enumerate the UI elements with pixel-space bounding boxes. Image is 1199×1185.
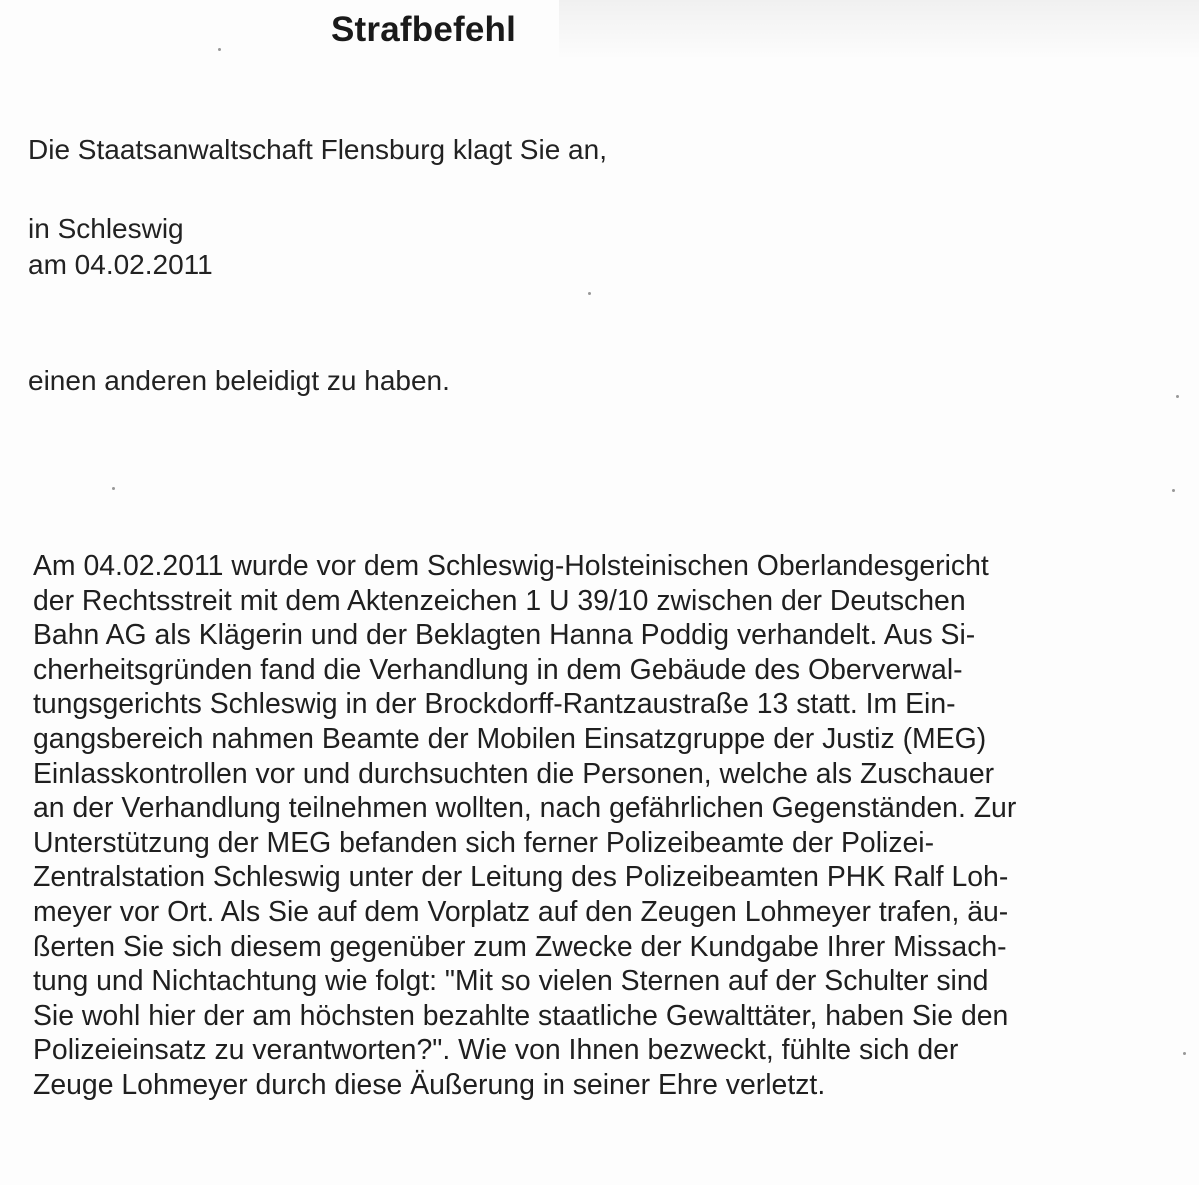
body-line: an der Verhandlung teilnehmen wollten, nach gefährlichen Gegenständen. Zur	[33, 792, 1017, 825]
scan-shadow	[559, 0, 1199, 60]
body-line: tungsgerichts Schleswig in der Brockdorff-Rantzaustraße 13 statt. Im Ein-	[33, 688, 956, 721]
body-line: Zentralstation Schleswig unter der Leitung des Polizeibeamten PHK Ralf Loh-	[33, 861, 1009, 894]
body-line: Bahn AG als Klägerin und der Beklagten Hanna Poddig verhandelt. Aus Si-	[33, 619, 976, 652]
charge-line: einen anderen beleidigt zu haben.	[28, 365, 450, 396]
date-line: am 04.02.2011	[28, 249, 213, 280]
body-line: cherheitsgründen fand die Verhandlung in dem Gebäude des Oberverwal-	[33, 653, 963, 686]
body-line: Sie wohl hier der am höchsten bezahlte staatliche Gewalttäter, haben Sie den	[33, 999, 1009, 1032]
body-line: tung und Nichtachtung wie folgt: "Mit so vielen Sternen auf der Schulter sind	[33, 965, 989, 998]
charge-description	[33, 549, 1183, 1103]
body-line: Am 04.02.2011 wurde vor dem Schleswig-Holsteinischen Oberlandesgericht	[33, 550, 989, 582]
scan-speck	[112, 487, 115, 490]
body-line: der Rechtsstreit mit dem Aktenzeichen 1 U 39/10 zwischen der Deutschen	[33, 584, 966, 617]
scan-speck	[1176, 395, 1179, 398]
place-line: in Schleswig	[28, 213, 184, 244]
body-line: ßerten Sie sich diesem gegenüber zum Zwecke der Kundgabe Ihrer Missach-	[33, 930, 1007, 963]
body-line: meyer vor Ort. Als Sie auf dem Vorplatz auf den Zeugen Lohmeyer trafen, äu-	[33, 895, 1009, 928]
body-line: Unterstützung der MEG befanden sich ferner Polizeibeamte der Polizei-	[33, 826, 935, 859]
intro-line: Die Staatsanwaltschaft Flensburg klagt Sie an,	[28, 134, 607, 165]
body-line: Polizeieinsatz zu verantworten?". Wie von Ihnen bezweckt, fühlte sich der	[33, 1034, 959, 1067]
body-line: Einlasskontrollen vor und durchsuchten die Personen, welche als Zuschauer	[33, 757, 995, 790]
body-line: Zeuge Lohmeyer durch diese Äußerung in seiner Ehre verletzt.	[33, 1068, 826, 1101]
body-line: gangsbereich nahmen Beamte der Mobilen Einsatzgruppe der Justiz (MEG)	[33, 722, 987, 755]
scan-speck	[1172, 489, 1175, 492]
scan-speck	[1183, 1052, 1186, 1055]
document-title: Strafbefehl	[331, 10, 517, 49]
scan-speck	[218, 48, 221, 51]
scan-speck	[588, 292, 591, 295]
